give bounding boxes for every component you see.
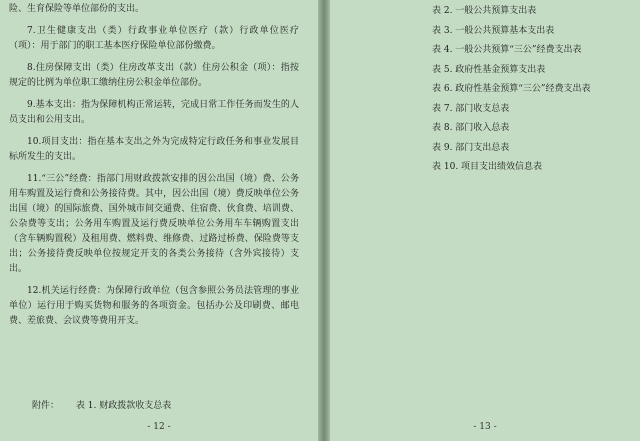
paragraph-item-7: 7.卫生健康支出（类）行政事业单位医疗（款）行政单位医疗（项）：用于部门的职工基本医疗保险单位部份缴费。 [9, 26, 299, 51]
attachment-line [32, 399, 171, 414]
table-item-9: 表 9. 部门支出总表 [432, 142, 510, 153]
attachment-label: 附件： [32, 401, 60, 411]
table-item-4: 表 4. 一般公共预算“三公”经费支出表 [432, 45, 582, 55]
table-item-2: 表 2. 一般公共预算支出表 [432, 6, 537, 16]
paragraph-item-12: 12.机关运行经费：为保障行政单位（包含参照公务员法管理的事业单位）运行用于购买货物和服务的各项资金。包括办公及印刷费、邮电费、差旅费、会议费等费用开支。 [9, 286, 299, 326]
table-item-10: 表 10. 项目支出绩效信息表 [432, 162, 543, 172]
table-item-7: 表 7. 部门收支总表 [432, 103, 510, 114]
table-item-6: 表 6. 政府性基金预算“三公”经费支出表 [432, 84, 591, 94]
table-item-5: 表 5. 政府性基金预算支出表 [432, 64, 546, 75]
page-gutter [318, 0, 330, 441]
paragraph-continuation: 险、生育保险等单位部份的支出。 [9, 4, 145, 14]
paragraph-item-9: 9.基本支出：指为保障机构正常运转，完成日常工作任务而发生的人员支出和公用支出。 [9, 100, 299, 125]
paragraph-item-11: 11.“三公”经费：指部门用财政拨款安排的因公出国（境）费、公务用车购置及运行费和公务接待费。其中，因公出国（境）费反映单位公务出国（境）的国际旅费、国外城市间交通费、住宿费、伙食费、培训费、公杂费等支出；公务用车购置及运行费反映单位公务用车车辆购置支出（含车辆购置税）及租用费、燃料费、维修费、过路过桥费、保险费等支出；公务接待费反映单位按规定开支的各类公务接待（含外宾接待）支出。 [9, 174, 299, 274]
attachment-table-1: 表 1. 财政拨款收支总表 [75, 401, 172, 411]
page-number: - 12 - [147, 422, 171, 432]
attachment-table-list [432, 4, 591, 180]
page-body [9, 4, 299, 336]
table-item-8: 表 8. 部门收入总表 [432, 123, 510, 133]
paragraph-item-10: 10.项目支出：指在基本支出之外为完成特定行政任务和事业发展目标所发生的支出。 [9, 137, 299, 162]
table-item-3: 表 3. 一般公共预算基本支出表 [432, 25, 555, 36]
page-12 [0, 0, 318, 441]
page-number: - 13 - [473, 422, 497, 432]
paragraph-item-8: 8.住房保障支出（类）住房改革支出（款）住房公积金（项）：指按规定的比例为单位职工缴纳住房公积金单位部份。 [9, 63, 299, 88]
page-13 [330, 0, 640, 441]
